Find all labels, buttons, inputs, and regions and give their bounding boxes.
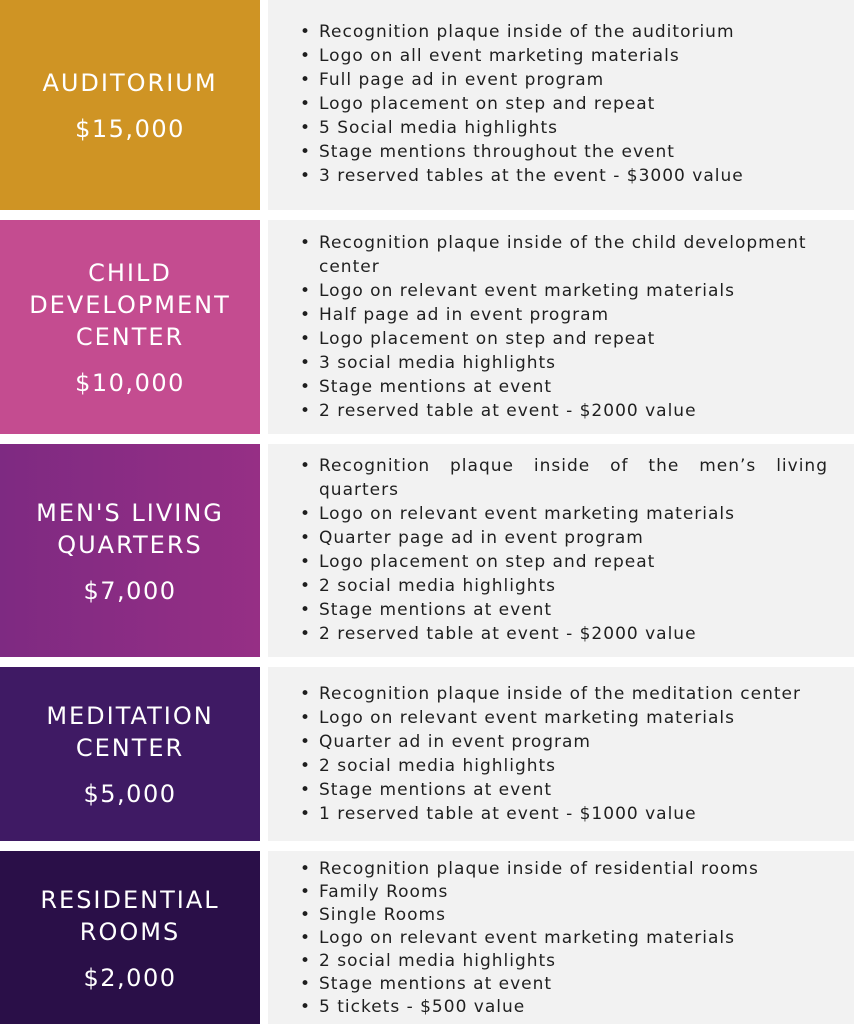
tier-label-box [0, 0, 260, 210]
tier-label-box [0, 444, 260, 657]
tier-benefits-box [268, 667, 854, 841]
tier-name: AUDITORIUM [42, 69, 218, 97]
benefits-list [298, 454, 828, 646]
tier-name: RESIDENTIAL ROOMS [40, 885, 220, 946]
benefit-item: • Recognition plaque inside of the meditation center [298, 682, 828, 706]
tier-name: MEDITATION CENTER [46, 702, 214, 762]
benefit-item: • Logo on relevant event marketing materials [298, 502, 828, 526]
tier-label-box [0, 667, 260, 841]
benefits-list [298, 231, 828, 423]
benefit-item: • Stage mentions throughout the event [298, 140, 828, 164]
sponsorship-tier-child-development-center [0, 220, 854, 434]
benefit-item: • Stage mentions at event [298, 598, 828, 622]
benefit-item: • 3 reserved tables at the event - $3000 value [298, 164, 828, 188]
benefit-item: • Family Rooms [298, 881, 828, 904]
benefit-item: • Quarter page ad in event program [298, 526, 828, 550]
benefit-item: • 5 Social media highlights [298, 116, 828, 140]
benefit-item: • 1 reserved table at event - $1000 value [298, 802, 828, 826]
benefit-item: • Logo placement on step and repeat [298, 550, 828, 574]
benefit-item: • 3 social media highlights [298, 351, 828, 375]
tier-name: MEN'S LIVING QUARTERS [36, 498, 224, 559]
benefit-item: • 5 tickets - $500 value [298, 996, 828, 1019]
tier-price: $5,000 [83, 780, 177, 808]
benefit-item: • Logo on relevant event marketing materials [298, 706, 828, 730]
benefit-item: • Stage mentions at event [298, 375, 828, 399]
benefit-item: • Logo placement on step and repeat [298, 327, 828, 351]
benefits-list [298, 682, 828, 826]
sponsorship-tier-meditation-center [0, 667, 854, 841]
benefit-item: • 2 reserved table at event - $2000 value [298, 399, 828, 423]
benefit-item: • 2 social media highlights [298, 754, 828, 778]
tier-price: $7,000 [83, 576, 177, 605]
tier-price: $10,000 [75, 369, 185, 397]
sponsorship-tier-mens-living-quarters [0, 444, 854, 657]
benefit-item: • Logo on relevant event marketing materials [298, 279, 828, 303]
benefit-item: • Stage mentions at event [298, 973, 828, 996]
benefit-item: • Recognition plaque inside of the men’s living quarters [298, 454, 828, 502]
benefit-item: • Recognition plaque inside of residential rooms [298, 858, 828, 881]
benefit-item: • Recognition plaque inside of the child development center [298, 231, 828, 279]
benefit-item: • Quarter ad in event program [298, 730, 828, 754]
sponsorship-tier-residential-rooms [0, 851, 854, 1024]
benefits-list [298, 858, 828, 1019]
benefit-item: • Single Rooms [298, 904, 828, 927]
benefit-item: • 2 social media highlights [298, 950, 828, 973]
benefit-item: • Full page ad in event program [298, 68, 828, 92]
sponsorship-tier-auditorium [0, 0, 854, 210]
tier-benefits-box [268, 220, 854, 434]
tier-label-box [0, 220, 260, 434]
tier-price: $2,000 [83, 963, 177, 992]
benefit-item: • Half page ad in event program [298, 303, 828, 327]
benefit-item: • 2 reserved table at event - $2000 value [298, 622, 828, 646]
tier-name: CHILD DEVELOPMENT CENTER [29, 259, 231, 351]
benefit-item: • Recognition plaque inside of the auditorium [298, 20, 828, 44]
benefit-item: • 2 social media highlights [298, 574, 828, 598]
benefit-item: • Logo on relevant event marketing materials [298, 927, 828, 950]
benefit-item: • Logo on all event marketing materials [298, 44, 828, 68]
tier-benefits-box [268, 851, 854, 1024]
tier-benefits-box [268, 444, 854, 657]
benefits-list [298, 20, 828, 188]
benefit-item: • Stage mentions at event [298, 778, 828, 802]
tier-price: $15,000 [75, 115, 185, 143]
tier-label-box [0, 851, 260, 1024]
tier-benefits-box [268, 0, 854, 210]
benefit-item: • Logo placement on step and repeat [298, 92, 828, 116]
